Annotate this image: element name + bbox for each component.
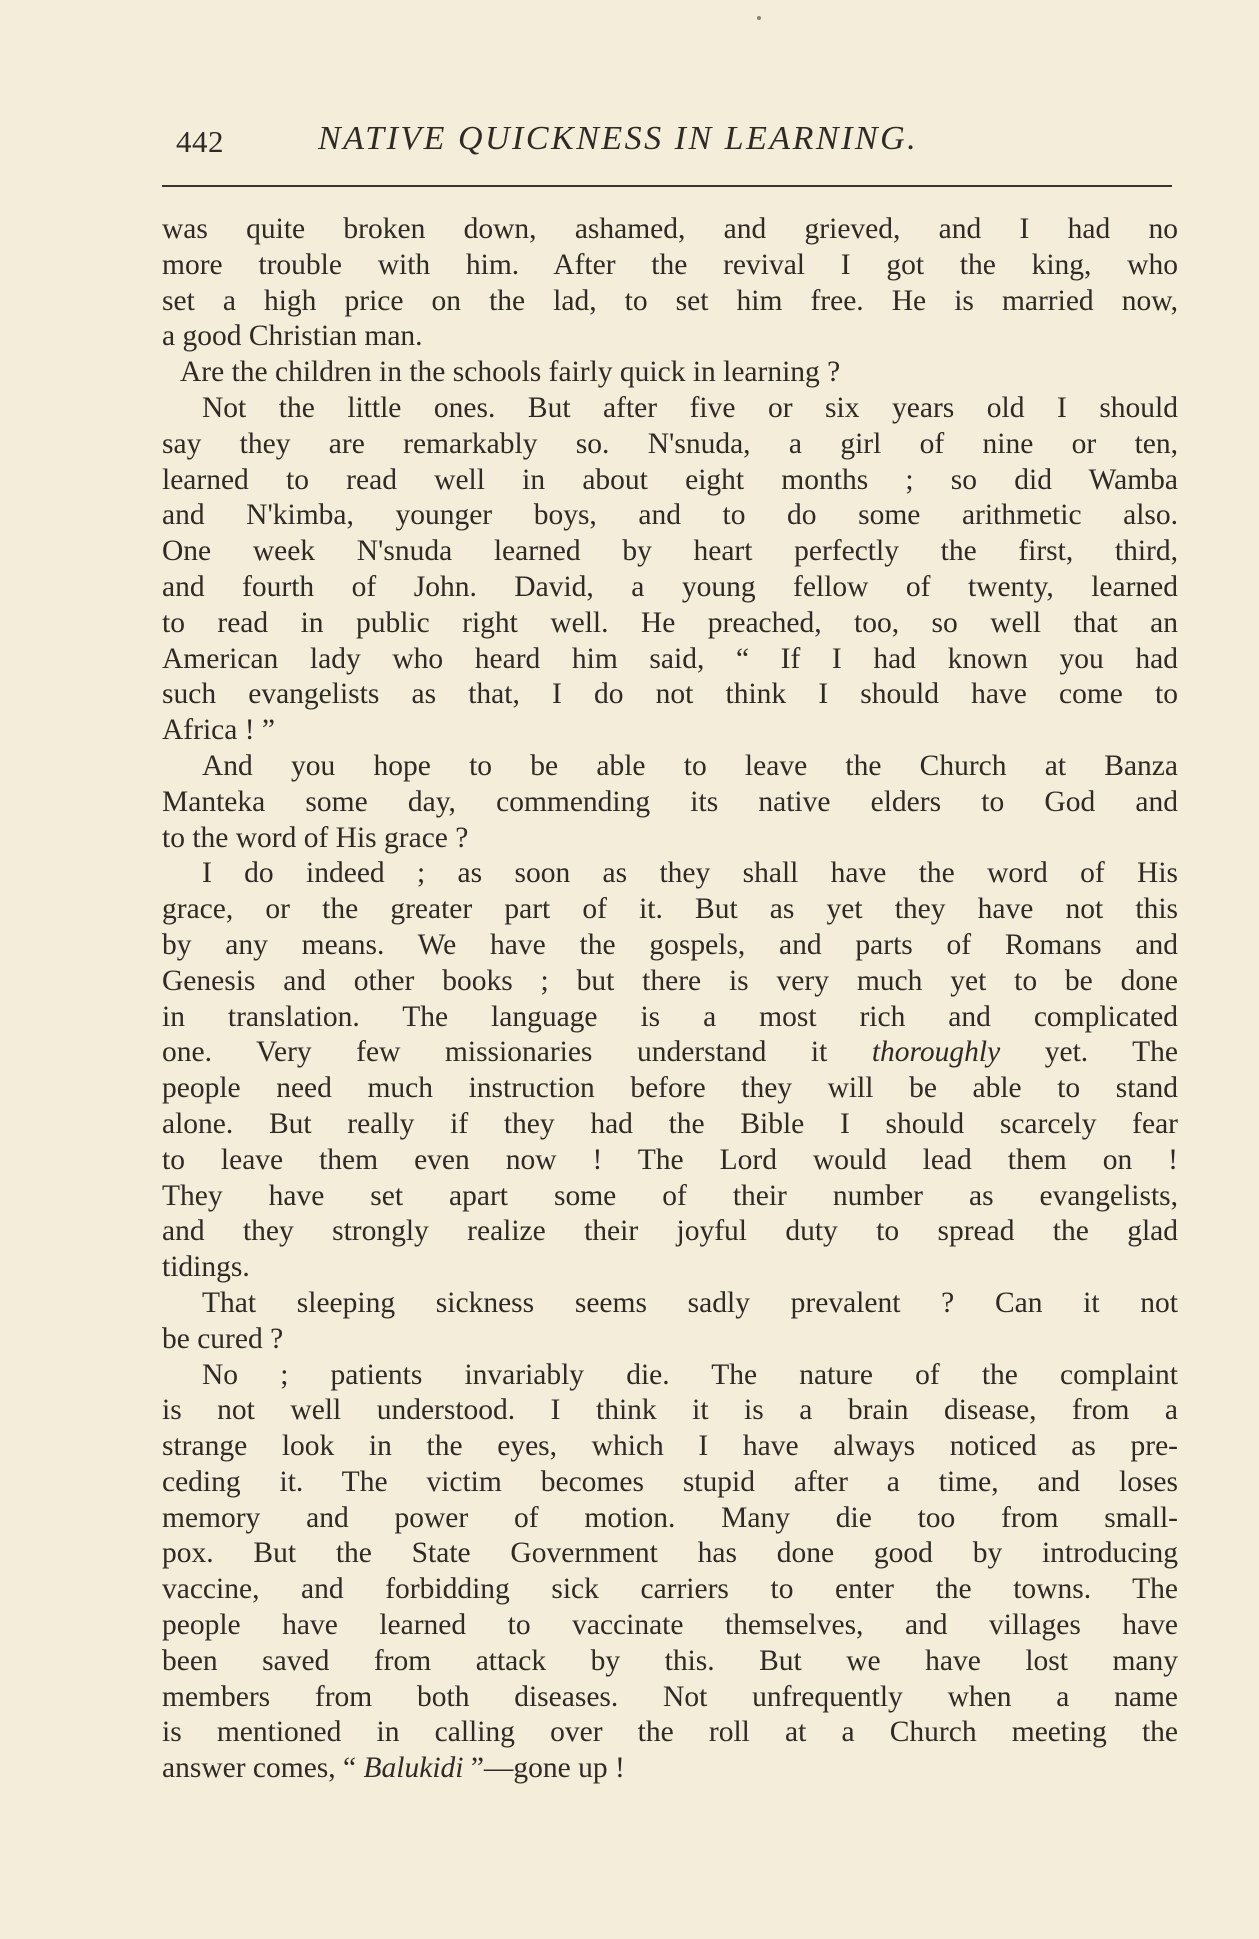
line-segment: yet. The <box>1000 1036 1178 1069</box>
text-line: alone. But really if they had the Bible I should scarcely fear <box>162 1107 1178 1140</box>
specks <box>757 16 761 20</box>
text-line: They have set apart some of their number as evangelists, <box>162 1179 1178 1212</box>
italic-word: thoroughly <box>871 1036 1001 1069</box>
text-line: people need much instruction before they will be able to stand <box>162 1072 1178 1105</box>
text-line: say they are remarkably so. N'snuda, a girl of nine or ten, <box>162 427 1178 460</box>
question-line: That sleeping sickness seems sadly prevalent ? Can it not <box>202 1286 1178 1319</box>
text-line: One week N'snuda learned by heart perfectly the first, third, <box>162 535 1178 568</box>
text-line: more trouble with him. After the revival I got the king, who <box>162 248 1178 281</box>
question-line: to the word of His grace ? <box>162 821 469 854</box>
text-line: to leave them even now ! The Lord would lead them on ! <box>162 1143 1178 1176</box>
text-line: by any means. We have the gospels, and parts of Romans and <box>162 928 1178 961</box>
text-line: Not the little ones. But after five or six years old I should <box>202 391 1178 424</box>
line-segment: ”—gone up ! <box>463 1752 625 1785</box>
text-line: and N'kimba, younger boys, and to do some arithmetic also. <box>162 499 1178 532</box>
text-line: people have learned to vaccinate themselves, and villages have <box>162 1609 1178 1642</box>
text-line: and fourth of John. David, a young fellow of twenty, learned <box>162 570 1178 603</box>
text-line: American lady who heard him said, “ If I had known you had <box>162 642 1178 675</box>
question-line: And you hope to be able to leave the Church at Banza <box>202 749 1178 782</box>
text-line: pox. But the State Government has done good by introducing <box>162 1537 1178 1570</box>
text-line: members from both diseases. Not unfrequently when a name <box>162 1680 1178 1713</box>
text-line: learned to read well in about eight months ; so did Wamba <box>162 463 1178 496</box>
text-line-with-italic <box>162 1751 1178 1787</box>
question-line: be cured ? <box>162 1322 284 1355</box>
text-line: in translation. The language is a most rich and complicated <box>162 1000 1178 1033</box>
text-line: set a high price on the lad, to set him free. He is married now, <box>162 284 1178 317</box>
text-line: Africa ! ” <box>162 714 276 747</box>
text-line: tidings. <box>162 1251 250 1284</box>
header-rule <box>162 185 1172 187</box>
text-line: Genesis and other books ; but there is very much yet to be done <box>162 964 1178 997</box>
text-line: is not well understood. I think it is a brain disease, from a <box>162 1394 1178 1427</box>
text-line: No ; patients invariably die. The nature of the complaint <box>202 1358 1178 1391</box>
text-line: a good Christian man. <box>162 320 423 353</box>
page-number: 442 <box>176 124 224 159</box>
text-line: been saved from attack by this. But we have lost many <box>162 1644 1178 1677</box>
line-segment: one. Very few missionaries understand it <box>162 1036 872 1069</box>
text-line: was quite broken down, ashamed, and grieved, and I had no <box>162 213 1178 245</box>
question-line: Manteka some day, commending its native elders to God and <box>162 785 1178 818</box>
text-line: grace, or the greater part of it. But as yet they have not this <box>162 893 1178 926</box>
line-segment: answer comes, “ <box>162 1752 364 1785</box>
body-text <box>162 212 1178 1787</box>
italic-word: Balukidi <box>363 1752 464 1785</box>
text-line: vaccine, and forbidding sick carriers to enter the towns. The <box>162 1573 1178 1606</box>
text-line: such evangelists as that, I do not think I should have come to <box>162 678 1178 711</box>
page-header <box>176 112 1170 172</box>
text-line: ceding it. The victim becomes stupid after a time, and loses <box>162 1465 1178 1498</box>
text-line: to read in public right well. He preached, too, so well that an <box>162 606 1178 639</box>
text-line: strange look in the eyes, which I have always noticed as pre- <box>162 1430 1178 1463</box>
text-line: I do indeed ; as soon as they shall have the word of His <box>202 857 1178 890</box>
text-line: and they strongly realize their joyful duty to spread the glad <box>162 1215 1178 1248</box>
question-line: Are the children in the schools fairly quick in learning ? <box>180 356 841 389</box>
text-line: is mentioned in calling over the roll at a Church meeting the <box>162 1716 1178 1749</box>
text-line-with-italic <box>162 1035 1178 1071</box>
text-line: memory and power of motion. Many die too from small- <box>162 1501 1178 1534</box>
running-title: NATIVE QUICKNESS IN LEARNING. <box>318 120 919 157</box>
